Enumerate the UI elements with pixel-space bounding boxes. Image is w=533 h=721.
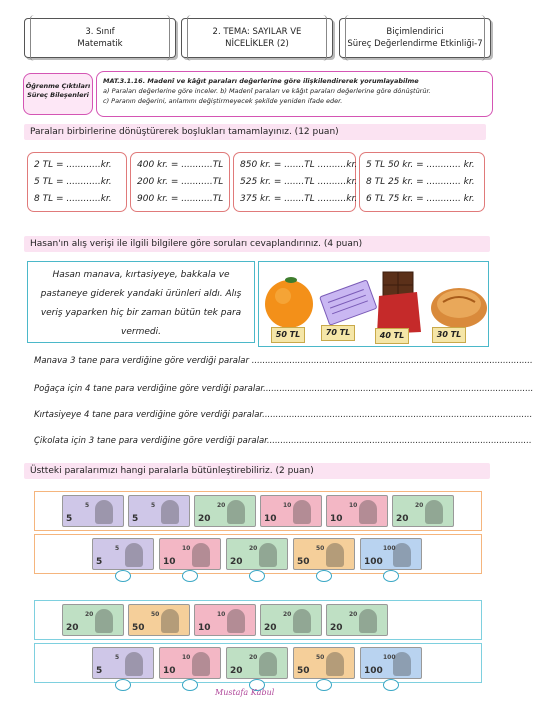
- section-2-title: Hasan'ın alış verişi ile ilgili bilgilere göre soruları cevaplandırınız. (4 puan): [24, 236, 490, 252]
- conversion-item[interactable]: 375 kr. = .......TL ..........kr.: [240, 194, 358, 204]
- banknote-5-tl: [92, 647, 154, 679]
- conversion-item[interactable]: 6 TL 75 kr. = ............ kr.: [366, 194, 475, 204]
- banknote-20-tl: [194, 495, 256, 527]
- portrait-icon: [293, 609, 311, 633]
- portrait-icon: [393, 543, 411, 567]
- banknote-50-tl: [128, 604, 190, 636]
- banknote-denomination: 10: [163, 666, 176, 676]
- header-type-1: Biçimlendirici: [386, 27, 444, 37]
- banknote-denomination: 10: [163, 557, 176, 567]
- banknote-denomination: 5: [96, 666, 103, 676]
- portrait-icon: [359, 500, 377, 524]
- banknote-small-denomination: 100: [383, 545, 396, 552]
- section-3-title: Üstteki paralarımızı hangi paralarla bütünleştirebiliriz. (2 puan): [24, 463, 490, 479]
- banknote-small-denomination: 100: [383, 654, 396, 661]
- answer-circle[interactable]: [115, 679, 131, 691]
- banknote-denomination: 5: [132, 514, 139, 524]
- banknote-10-tl: [159, 538, 221, 570]
- banknote-small-denomination: 20: [249, 545, 258, 552]
- conversion-box-4: [359, 152, 485, 212]
- banknote-small-denomination: 5: [115, 654, 120, 661]
- answer-circle[interactable]: [316, 570, 332, 582]
- banknote-denomination: 20: [198, 514, 211, 524]
- conversion-box-2: [130, 152, 230, 212]
- question-1[interactable]: Manava 3 tane para verdiğine göre verdiği paralar ........................................................................................................: [34, 356, 533, 366]
- banknote-small-denomination: 20: [217, 502, 226, 509]
- banknote-20-tl: [392, 495, 454, 527]
- outcomes-label-1: Öğrenme Çıktıları: [25, 82, 91, 90]
- conversion-item[interactable]: 5 TL 50 kr. = ............ kr.: [366, 160, 475, 170]
- banknote-20-tl: [226, 647, 288, 679]
- banknote-small-denomination: 20: [415, 502, 424, 509]
- portrait-icon: [192, 652, 210, 676]
- banknote-5-tl: [92, 538, 154, 570]
- banknote-10-tl: [159, 647, 221, 679]
- portrait-icon: [293, 500, 311, 524]
- answer-circle[interactable]: [316, 679, 332, 691]
- banknote-10-tl: [194, 604, 256, 636]
- price-tag-pastry: 30 TL: [432, 327, 466, 343]
- banknote-100-tl: [360, 647, 422, 679]
- answer-circle[interactable]: [182, 679, 198, 691]
- banknote-denomination: 5: [66, 514, 73, 524]
- banknote-denomination: 20: [230, 557, 243, 567]
- question-4[interactable]: Çikolata için 3 tane para verdiğine göre verdiği paralar..................................................................................................: [34, 436, 532, 446]
- banknote-20-tl: [62, 604, 124, 636]
- banknote-10-tl: [260, 495, 322, 527]
- orange-icon: [265, 277, 313, 328]
- conversion-item[interactable]: 200 kr. = ...........TL: [137, 177, 224, 187]
- price-tag-chocolate: 40 TL: [375, 328, 409, 344]
- banknote-denomination: 50: [297, 666, 310, 676]
- portrait-icon: [95, 609, 113, 633]
- portrait-icon: [393, 652, 411, 676]
- banknote-50-tl: [293, 538, 355, 570]
- question-2[interactable]: Poğaça için 4 tane para verdiğine göre verdiği paralar....................................................................................................: [34, 384, 533, 394]
- outcome-item-1: a) Paraları değerlerine göre inceler. b) Madenî paraları ve kâğıt paraları değerlerine göre dönüştürür.: [103, 87, 431, 95]
- banknote-denomination: 50: [132, 623, 145, 633]
- portrait-icon: [359, 609, 377, 633]
- conversion-box-3: [233, 152, 356, 212]
- banknote-small-denomination: 5: [85, 502, 90, 509]
- banknote-small-denomination: 20: [283, 611, 292, 618]
- header-grade: 3. Sınıf: [85, 27, 115, 37]
- conversion-item[interactable]: 525 kr. = .......TL ..........kr.: [240, 177, 358, 187]
- story-text: Hasan manava, kırtasiyeye, bakkala ve pastaneye giderek yandaki ürünleri aldı. Alış veriş yaparken hiç bir zaman bütün tek para vermedi.: [27, 261, 255, 343]
- banknote-20-tl: [260, 604, 322, 636]
- portrait-icon: [161, 500, 179, 524]
- price-tag-notebook: 70 TL: [321, 325, 355, 341]
- header-theme-2: NİCELİKLER (2): [225, 39, 289, 49]
- banknote-small-denomination: 50: [151, 611, 160, 618]
- header-right: [339, 18, 491, 58]
- conversion-item[interactable]: 900 kr. = ...........TL: [137, 194, 224, 204]
- header-left: [24, 18, 176, 58]
- pastry-icon: [431, 288, 487, 328]
- conversion-item[interactable]: 8 TL 25 kr. = ............ kr.: [366, 177, 475, 187]
- portrait-icon: [259, 652, 277, 676]
- outcomes-box: [96, 71, 493, 117]
- banknote-small-denomination: 10: [182, 545, 191, 552]
- header-subject: Matematik: [77, 39, 123, 49]
- answer-circle[interactable]: [115, 570, 131, 582]
- section-1-title: Paraları birbirlerine dönüştürerek boşlukları tamamlayınız. (12 puan): [24, 124, 486, 140]
- banknote-small-denomination: 50: [316, 654, 325, 661]
- conversion-item[interactable]: 2 TL = ............kr.: [34, 160, 112, 170]
- outcomes-label: [23, 73, 93, 115]
- signature: Mustafa Kabul: [215, 688, 275, 697]
- banknote-10-tl: [326, 495, 388, 527]
- portrait-icon: [227, 500, 245, 524]
- products-box: [258, 261, 489, 347]
- header-type-2: Süreç Değerlendirme Etkinliği-7: [347, 39, 483, 49]
- outcome-item-2: c) Paranın değerini, anlamını değiştirmeyecek şekilde yeniden ifade eder.: [103, 97, 343, 105]
- answer-circle[interactable]: [383, 570, 399, 582]
- answer-circle[interactable]: [249, 570, 265, 582]
- portrait-icon: [125, 543, 143, 567]
- banknote-small-denomination: 10: [217, 611, 226, 618]
- portrait-icon: [227, 609, 245, 633]
- notebook-icon: [320, 280, 377, 325]
- banknote-100-tl: [360, 538, 422, 570]
- banknote-small-denomination: 10: [283, 502, 292, 509]
- banknote-denomination: 10: [264, 514, 277, 524]
- question-3[interactable]: Kırtasiyeye 4 tane para verdiğine göre verdiği paralar....................................................................................................: [34, 410, 533, 420]
- banknote-denomination: 20: [66, 623, 79, 633]
- banknote-small-denomination: 5: [151, 502, 156, 509]
- portrait-icon: [326, 652, 344, 676]
- answer-circle[interactable]: [383, 679, 399, 691]
- banknote-small-denomination: 10: [349, 502, 358, 509]
- chocolate-icon: [377, 272, 421, 334]
- banknote-denomination: 100: [364, 557, 383, 567]
- conversion-item[interactable]: 400 kr. = ...........TL: [137, 160, 224, 170]
- banknote-denomination: 20: [264, 623, 277, 633]
- banknote-denomination: 20: [230, 666, 243, 676]
- price-tag-orange: 50 TL: [271, 327, 305, 343]
- banknote-denomination: 20: [330, 623, 343, 633]
- portrait-icon: [192, 543, 210, 567]
- banknote-denomination: 20: [396, 514, 409, 524]
- conversion-item[interactable]: 8 TL = ............kr.: [34, 194, 112, 204]
- banknote-denomination: 100: [364, 666, 383, 676]
- banknote-denomination: 10: [198, 623, 211, 633]
- portrait-icon: [125, 652, 143, 676]
- conversion-box-1: [27, 152, 127, 212]
- banknote-50-tl: [293, 647, 355, 679]
- conversion-item[interactable]: 850 kr. = .......TL ..........kr.: [240, 160, 358, 170]
- banknote-small-denomination: 20: [85, 611, 94, 618]
- banknote-small-denomination: 10: [182, 654, 191, 661]
- outcome-code: MAT.3.1.16. Madenî ve kâğıt paraları değerlerine göre ilişkilendirerek yorumlayabilme: [103, 77, 419, 85]
- banknote-small-denomination: 20: [349, 611, 358, 618]
- header-theme-1: 2. TEMA: SAYILAR VE: [212, 27, 302, 37]
- banknote-20-tl: [226, 538, 288, 570]
- outcomes-label-2: Süreç Bileşenleri: [27, 91, 89, 99]
- banknote-small-denomination: 50: [316, 545, 325, 552]
- portrait-icon: [425, 500, 443, 524]
- banknote-denomination: 50: [297, 557, 310, 567]
- portrait-icon: [259, 543, 277, 567]
- banknote-denomination: 10: [330, 514, 343, 524]
- banknote-5-tl: [62, 495, 124, 527]
- banknote-small-denomination: 20: [249, 654, 258, 661]
- banknote-small-denomination: 5: [115, 545, 120, 552]
- header-middle: [181, 18, 333, 58]
- banknote-20-tl: [326, 604, 388, 636]
- portrait-icon: [161, 609, 179, 633]
- banknote-denomination: 5: [96, 557, 103, 567]
- banknote-5-tl: [128, 495, 190, 527]
- conversion-item[interactable]: 5 TL = ............kr.: [34, 177, 112, 187]
- answer-circle[interactable]: [182, 570, 198, 582]
- portrait-icon: [95, 500, 113, 524]
- portrait-icon: [326, 543, 344, 567]
